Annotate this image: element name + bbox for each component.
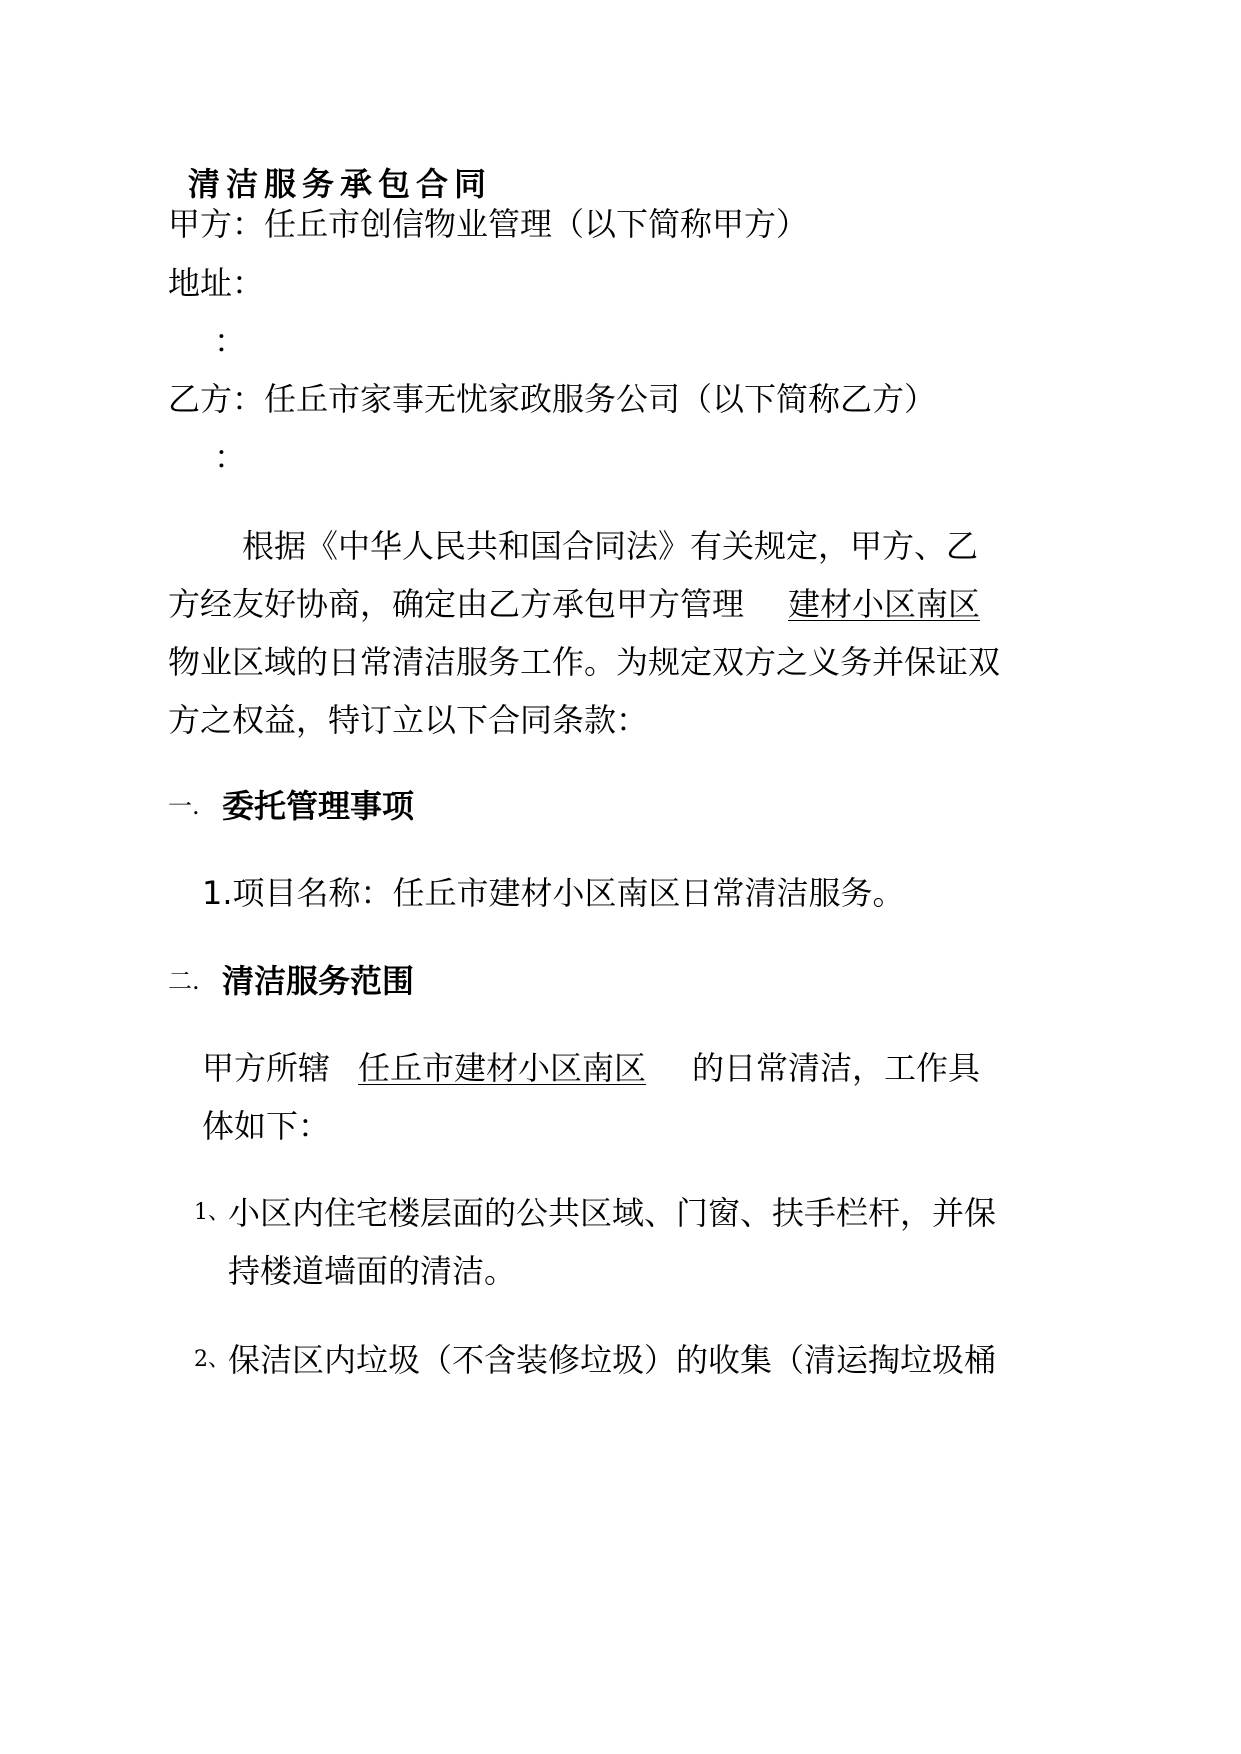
document-title: 清洁服务承包合同 xyxy=(188,165,493,203)
list-item-2-line-1: 保洁区内垃圾（不含装修垃圾）的收集（清运掏垃圾桶 xyxy=(228,1341,997,1379)
list-item-1-number: 1、 xyxy=(194,1200,230,1225)
section-1-item-1: 1.项目名称：任丘市建材小区南区日常清洁服务。 xyxy=(202,874,905,912)
list-item-1-line-1: 小区内住宅楼层面的公共区域、门窗、扶手栏杆，并保 xyxy=(228,1194,997,1232)
party-a-line xyxy=(168,204,808,244)
address-line xyxy=(168,263,264,303)
intro-fill-area xyxy=(744,585,980,623)
intro-line-4: 方之权益，特订立以下合同条款： xyxy=(168,701,649,739)
party-b-value: 任丘市家事无忧家政服务公司（以下简称乙方） xyxy=(264,380,937,418)
party-b-label: 乙方 xyxy=(168,380,233,418)
section-2-para-post: 的日常清洁，工作具 xyxy=(692,1049,981,1087)
intro-fill-text: 建材小区南区 xyxy=(788,585,981,623)
section-2-number: 二. xyxy=(168,967,200,995)
section-2-para-pre: 甲方所辖 xyxy=(202,1049,331,1087)
address-label: 地址 xyxy=(168,264,233,302)
party-a-value: 任丘市创信物业管理（以下简称甲方） xyxy=(264,205,809,243)
party-a-sep: ： xyxy=(232,205,265,243)
party-b-line xyxy=(168,379,936,419)
section-1-heading: 委托管理事项 xyxy=(222,787,415,825)
list-item-2-number: 2、 xyxy=(194,1347,230,1372)
address-sep: ： xyxy=(232,264,265,302)
party-a-label: 甲方 xyxy=(168,205,233,243)
blank-colon-2: ： xyxy=(214,438,247,476)
section-2-fill-text: 任丘市建材小区南区 xyxy=(358,1049,647,1087)
intro-line-2 xyxy=(168,584,980,624)
intro-line-1: 根据《中华人民共和国合同法》有关规定，甲方、乙 xyxy=(242,527,979,565)
section-1-number: 一. xyxy=(168,792,200,820)
section-2-fill-area xyxy=(330,1049,692,1087)
intro-line-3: 物业区域的日常清洁服务工作。为规定双方之义务并保证双 xyxy=(168,643,1001,681)
list-item-1-line-2: 持楼道墙面的清洁。 xyxy=(228,1252,517,1290)
party-b-sep: ： xyxy=(232,380,265,418)
section-2-heading: 清洁服务范围 xyxy=(222,962,415,1000)
section-2-para-line-2: 体如下： xyxy=(202,1107,331,1145)
blank-colon-1: ： xyxy=(214,322,247,360)
section-2-para-line-1 xyxy=(202,1048,980,1088)
intro-line-2-pre: 方经友好协商，确定由乙方承包甲方管理 xyxy=(168,585,745,623)
